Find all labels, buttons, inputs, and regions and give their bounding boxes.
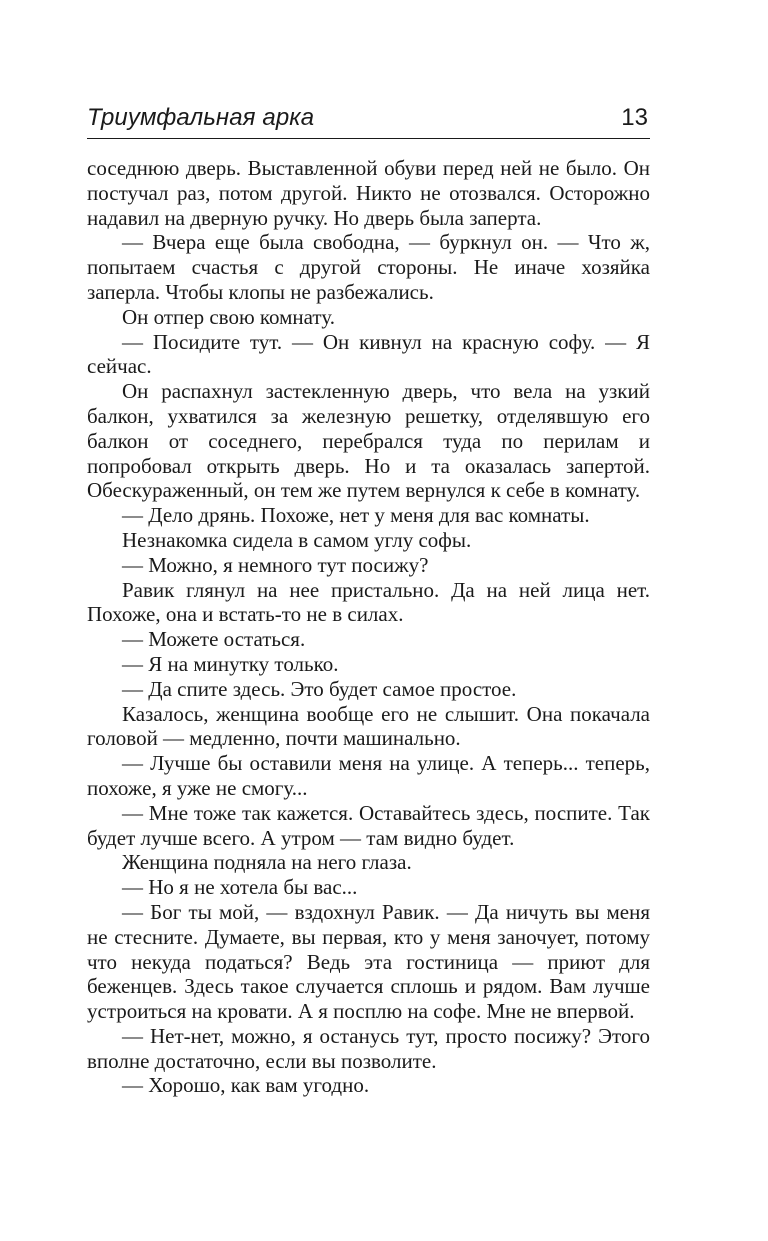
paragraph: — Но я не хотела бы вас...: [122, 875, 358, 900]
running-title: Триумфальная арка: [87, 104, 315, 131]
paragraph: Женщина подняла на него глаза.: [122, 850, 412, 875]
page-number: 13: [621, 104, 648, 131]
paragraph: Казалось, женщина вообще его не слышит. Она покачала головой — медленно, почти машинально.: [87, 701, 650, 751]
paragraph: Он распахнул застекленную дверь, что вела на узкий балкон, ухватился за железную решетку, отделявшую его балкон от соседнего, перебрался туда по перилам и попробовал открыть дверь. Но и та оказалась запертой. Обескураженный, он тем же путем вернулся к себе в комнату.: [87, 379, 650, 503]
paragraph: — Вчера еще была свободна, — буркнул он. — Что ж, попытаем счастья с другой стороны. Не иначе хозяйка заперла. Чтобы клопы не разбежались.: [87, 230, 650, 304]
paragraph: — Можете остаться.: [122, 627, 306, 652]
paragraph: Равик глянул на нее пристально. Да на ней лица нет. Похоже, она и встать-то не в силах.: [87, 577, 650, 627]
paragraph: — Посидите тут. — Он кивнул на красную софу. — Я сейчас.: [87, 329, 650, 379]
running-header: [87, 104, 650, 134]
paragraph: Незнакомка сидела в самом углу софы.: [122, 527, 472, 552]
paragraph: — Можно, я немного тут посижу?: [122, 552, 429, 577]
text-body: [87, 156, 650, 1098]
paragraph: — Нет-нет, можно, я останусь тут, просто посижу? Этого вполне достаточно, если вы позволите.: [87, 1023, 650, 1073]
paragraph: — Бог ты мой, — вздохнул Равик. — Да ничуть вы меня не стесните. Думаете, вы первая, кто у меня заночует, потому что некуда податься? Ведь эта гостиница — приют для беженцев. Здесь такое случается сплошь и рядом. Вам лучше устроиться на кровати. А я посплю на софе. Мне не впервой.: [87, 899, 650, 1024]
paragraph: — Дело дрянь. Похоже, нет у меня для вас комнаты.: [122, 503, 590, 528]
paragraph: — Мне тоже так кажется. Оставайтесь здесь, поспите. Так будет лучше всего. А утром — там видно будет.: [87, 800, 650, 850]
header-rule: [87, 138, 650, 139]
paragraph: — Хорошо, как вам угодно.: [122, 1073, 370, 1098]
paragraph: соседнюю дверь. Выставленной обуви перед ней не было. Он постучал раз, потом другой. Никто не отозвался. Осторожно надавил на дверную ручку. Но дверь была заперта.: [87, 156, 650, 230]
paragraph: — Лучше бы оставили меня на улице. А теперь... теперь, похоже, я уже не смогу...: [87, 751, 650, 800]
paragraph: — Я на минутку только.: [122, 651, 339, 676]
paragraph: — Да спите здесь. Это будет самое простое.: [122, 676, 517, 701]
paragraph: Он отпер свою комнату.: [122, 304, 335, 329]
